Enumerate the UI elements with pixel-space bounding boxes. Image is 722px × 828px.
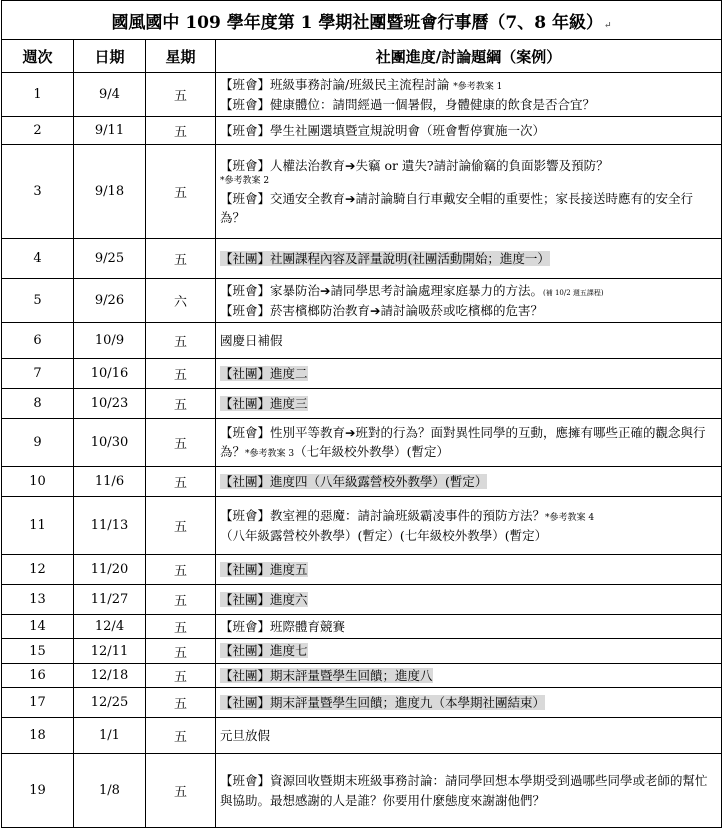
- day-cell: 五: [146, 639, 216, 663]
- table-row: [2, 419, 722, 467]
- content-cell: 【社團】期末評量暨學生回饋；進度八: [216, 663, 722, 687]
- content-cell: 【班會】性別平等教育➔班對的行為？面對異性同學的互動，應擁有哪些正確的觀念與行為？*參考教案 3（七年級校外教學）(暫定）: [216, 419, 722, 467]
- week-cell: 16: [2, 663, 74, 687]
- day-cell: 五: [146, 688, 216, 718]
- day-cell: 五: [146, 117, 216, 145]
- content-cell: 【班會】班際體育競賽: [216, 615, 722, 639]
- table-row: [2, 117, 722, 145]
- content-cell: 【社團】進度三: [216, 389, 722, 419]
- date-cell: 12/4: [74, 615, 146, 639]
- date-cell: 10/23: [74, 389, 146, 419]
- day-cell: 五: [146, 419, 216, 467]
- content-cell: 元旦放假: [216, 718, 722, 754]
- table-row: [2, 615, 722, 639]
- day-cell: 五: [146, 389, 216, 419]
- date-cell: 10/30: [74, 419, 146, 467]
- table-row: [2, 688, 722, 718]
- week-cell: 4: [2, 239, 74, 279]
- day-cell: 五: [146, 323, 216, 359]
- table-row: [2, 359, 722, 389]
- week-cell: 2: [2, 117, 74, 145]
- content-cell: 【社團】進度二: [216, 359, 722, 389]
- day-cell: 五: [146, 239, 216, 279]
- header-week: 週次: [2, 40, 74, 73]
- week-cell: 6: [2, 323, 74, 359]
- table-row: [2, 145, 722, 239]
- content-cell: 【班會】學生社團選填暨宣規說明會（班會暫停實施一次）: [216, 117, 722, 145]
- header-row: [2, 40, 722, 73]
- table-row: [2, 639, 722, 663]
- day-cell: 五: [146, 497, 216, 555]
- day-cell: 五: [146, 359, 216, 389]
- week-cell: 5: [2, 279, 74, 323]
- date-cell: 9/18: [74, 145, 146, 239]
- content-cell: 【社團】進度六: [216, 585, 722, 615]
- week-cell: 19: [2, 754, 74, 828]
- week-cell: 15: [2, 639, 74, 663]
- day-cell: 五: [146, 555, 216, 585]
- content-cell: 國慶日補假: [216, 323, 722, 359]
- date-cell: 1/1: [74, 718, 146, 754]
- date-cell: 11/6: [74, 467, 146, 497]
- week-cell: 1: [2, 73, 74, 117]
- date-cell: 11/20: [74, 555, 146, 585]
- table-row: [2, 754, 722, 828]
- day-cell: 五: [146, 585, 216, 615]
- week-cell: 11: [2, 497, 74, 555]
- table-row: [2, 389, 722, 419]
- week-cell: 12: [2, 555, 74, 585]
- calendar-table: [1, 0, 722, 828]
- header-day: 星期: [146, 40, 216, 73]
- day-cell: 五: [146, 615, 216, 639]
- date-cell: 12/25: [74, 688, 146, 718]
- table-row: [2, 467, 722, 497]
- date-cell: 9/26: [74, 279, 146, 323]
- week-cell: 3: [2, 145, 74, 239]
- table-row: [2, 585, 722, 615]
- week-cell: 9: [2, 419, 74, 467]
- date-cell: 12/11: [74, 639, 146, 663]
- table-row: [2, 279, 722, 323]
- page-title: 國風國中 109 學年度第 1 學期社團暨班會行事曆（7、8 年級）↵: [2, 1, 722, 40]
- week-cell: 8: [2, 389, 74, 419]
- content-cell: 【社團】社團課程內容及評量說明(社團活動開始；進度一）: [216, 239, 722, 279]
- content-cell: 【班會】資源回收暨期末班級事務討論：請同學回想本學期受到過哪些同學或老師的幫忙與協助。最想感謝的人是誰？你要用什麼態度來謝謝他們？: [216, 754, 722, 828]
- table-row: [2, 497, 722, 555]
- content-cell: 【班會】教室裡的惡魔：請討論班級霸凌事件的預防方法？*參考教案 4 （八年級露營校外教學）(暫定）(七年級校外教學）(暫定）: [216, 497, 722, 555]
- date-cell: 9/25: [74, 239, 146, 279]
- content-cell: 【社團】進度五: [216, 555, 722, 585]
- table-row: [2, 718, 722, 754]
- day-cell: 五: [146, 145, 216, 239]
- week-cell: 18: [2, 718, 74, 754]
- table-row: [2, 239, 722, 279]
- date-cell: 9/11: [74, 117, 146, 145]
- week-cell: 14: [2, 615, 74, 639]
- week-cell: 17: [2, 688, 74, 718]
- date-cell: 1/8: [74, 754, 146, 828]
- table-row: [2, 73, 722, 117]
- content-cell: 【社團】進度七: [216, 639, 722, 663]
- week-cell: 10: [2, 467, 74, 497]
- date-cell: 11/13: [74, 497, 146, 555]
- table-row: [2, 555, 722, 585]
- date-cell: 9/4: [74, 73, 146, 117]
- content-cell: 【班會】人權法治教育➔失竊 or 遺失?請討論偷竊的負面影響及預防？ *參考教案 2 【班會】交通安全教育➔請討論騎自行車戴安全帽的重要性；家長接送時應有的安全行為？: [216, 145, 722, 239]
- content-cell: 【班會】班級事務討論/班級民主流程討論 *參考教案 1 【班會】健康體位：請問經過一個暑假，身體健康的飲食是否合宜？: [216, 73, 722, 117]
- day-cell: 五: [146, 73, 216, 117]
- week-cell: 13: [2, 585, 74, 615]
- header-date: 日期: [74, 40, 146, 73]
- date-cell: 11/27: [74, 585, 146, 615]
- week-cell: 7: [2, 359, 74, 389]
- day-cell: 六: [146, 279, 216, 323]
- content-cell: 【社團】期末評量暨學生回饋；進度九（本學期社團結束）: [216, 688, 722, 718]
- day-cell: 五: [146, 718, 216, 754]
- date-cell: 10/9: [74, 323, 146, 359]
- content-cell: 【社團】進度四（八年級露營校外教學）(暫定）: [216, 467, 722, 497]
- table-row: [2, 663, 722, 687]
- date-cell: 10/16: [74, 359, 146, 389]
- header-content: 社團進度/討論題綱（案例）: [216, 40, 722, 73]
- date-cell: 12/18: [74, 663, 146, 687]
- day-cell: 五: [146, 754, 216, 828]
- table-row: [2, 323, 722, 359]
- content-cell: 【班會】家暴防治➔請同學思考討論處理家庭暴力的方法。(補 10/2 週五課程) 【班會】菸害檳榔防治教育➔請討論吸菸或吃檳榔的危害？: [216, 279, 722, 323]
- day-cell: 五: [146, 663, 216, 687]
- day-cell: 五: [146, 467, 216, 497]
